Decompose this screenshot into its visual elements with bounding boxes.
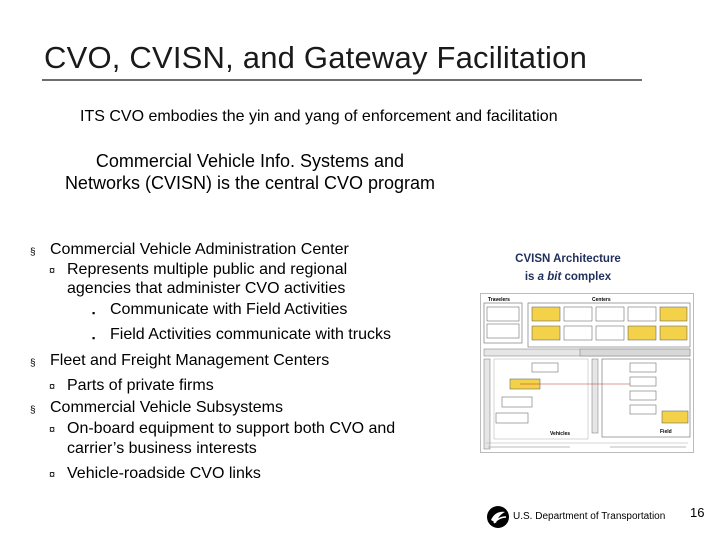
bullet-item xyxy=(30,240,460,260)
parking-management-box xyxy=(630,405,656,414)
bullet-item xyxy=(30,419,460,458)
title-underline xyxy=(42,79,642,81)
fleet-freight-management-box xyxy=(628,326,656,340)
bullet-text: Represents multiple public and regional xyxy=(67,260,348,278)
bullet-text: Commercial Vehicle Subsystems xyxy=(50,398,283,416)
transit-vehicle-box xyxy=(502,397,532,407)
centers-label: Centers xyxy=(592,297,611,303)
dedicated-short-range-bar xyxy=(592,359,598,433)
bullet-item xyxy=(30,464,460,484)
bullet-marker: ¤ xyxy=(49,381,56,393)
bullet-text: Vehicle-roadside CVO links xyxy=(67,465,261,482)
bullet-text: Fleet and Freight Management Centers xyxy=(50,351,330,369)
emergency-management-box xyxy=(564,307,592,321)
diagram-caption xyxy=(498,250,638,286)
information-service-provider-box xyxy=(532,326,560,340)
bullet-text: Parts of private firms xyxy=(67,377,214,394)
bullet-item xyxy=(30,376,460,396)
roadway-box xyxy=(630,363,656,372)
bullet-text-continued: carrier’s business interests xyxy=(67,439,257,457)
bullet-marker: § xyxy=(30,247,36,258)
security-monitoring-box xyxy=(630,377,656,386)
toll-administration-box xyxy=(596,307,624,321)
vehicle-box xyxy=(532,363,558,372)
bullet-marker: § xyxy=(30,357,36,369)
slide-title: CVO, CVISN, and Gateway Facilitation xyxy=(44,40,588,75)
page-number: 16 xyxy=(690,505,705,520)
bullet-marker: ▪ xyxy=(92,307,96,318)
traffic-management-box xyxy=(532,307,560,321)
fixed-point-communications-bar xyxy=(580,349,690,356)
commercial-vehicle-administration-box xyxy=(628,307,656,321)
bullet-text: Communicate with Field Activities xyxy=(110,300,348,318)
vehicles-label: Vehicles xyxy=(550,431,571,437)
toll-collection-box xyxy=(630,391,656,400)
bullet-marker: ¤ xyxy=(49,424,56,436)
slide-subtitle: ITS CVO embodies the yin and yang of enforcement and facilitation xyxy=(80,108,558,125)
commercial-vehicle-check-box xyxy=(662,411,688,423)
field-label: Field xyxy=(660,429,672,435)
emergency-vehicle-box xyxy=(496,413,528,423)
travelers-label: Travelers xyxy=(488,297,510,303)
bullet-item xyxy=(30,260,460,299)
bullet-item xyxy=(30,398,460,418)
bullet-text: Field Activities communicate with trucks xyxy=(110,326,391,343)
intro-paragraph: Commercial Vehicle Info. Systems and Networks (CVISN) is the central CVO program xyxy=(64,151,436,193)
bullet-text: On-board equipment to support both CVO and xyxy=(67,420,396,437)
footer-department: U.S. Department of Transportation xyxy=(513,511,666,522)
bullet-marker: ¤ xyxy=(49,469,56,481)
dot-logo-icon xyxy=(486,505,510,529)
bullet-list xyxy=(30,240,460,484)
maintenance-construction-box xyxy=(660,307,687,321)
bullet-marker: ¤ xyxy=(49,264,56,277)
caption-line-1: CVISN Architecture xyxy=(515,253,621,265)
bullet-item xyxy=(30,351,460,371)
vehicle-to-vehicle-bar xyxy=(484,359,490,449)
bullet-text: Commercial Vehicle Administration Center xyxy=(50,241,349,258)
cvisn-architecture-diagram xyxy=(480,293,694,453)
bullet-marker: ▪ xyxy=(92,333,96,343)
bullet-text-continued: agencies that administer CVO activities xyxy=(67,280,346,297)
bullet-item xyxy=(30,300,460,320)
remote-traveler-support-box xyxy=(487,307,519,321)
emissions-management-box xyxy=(564,326,592,340)
archived-data-management-box xyxy=(660,326,687,340)
bullet-item xyxy=(30,325,460,345)
caption-line-2: is a bit complex xyxy=(524,271,612,283)
personal-information-access-box xyxy=(487,324,519,338)
bullet-marker: § xyxy=(30,404,36,416)
transit-management-box xyxy=(596,326,624,340)
